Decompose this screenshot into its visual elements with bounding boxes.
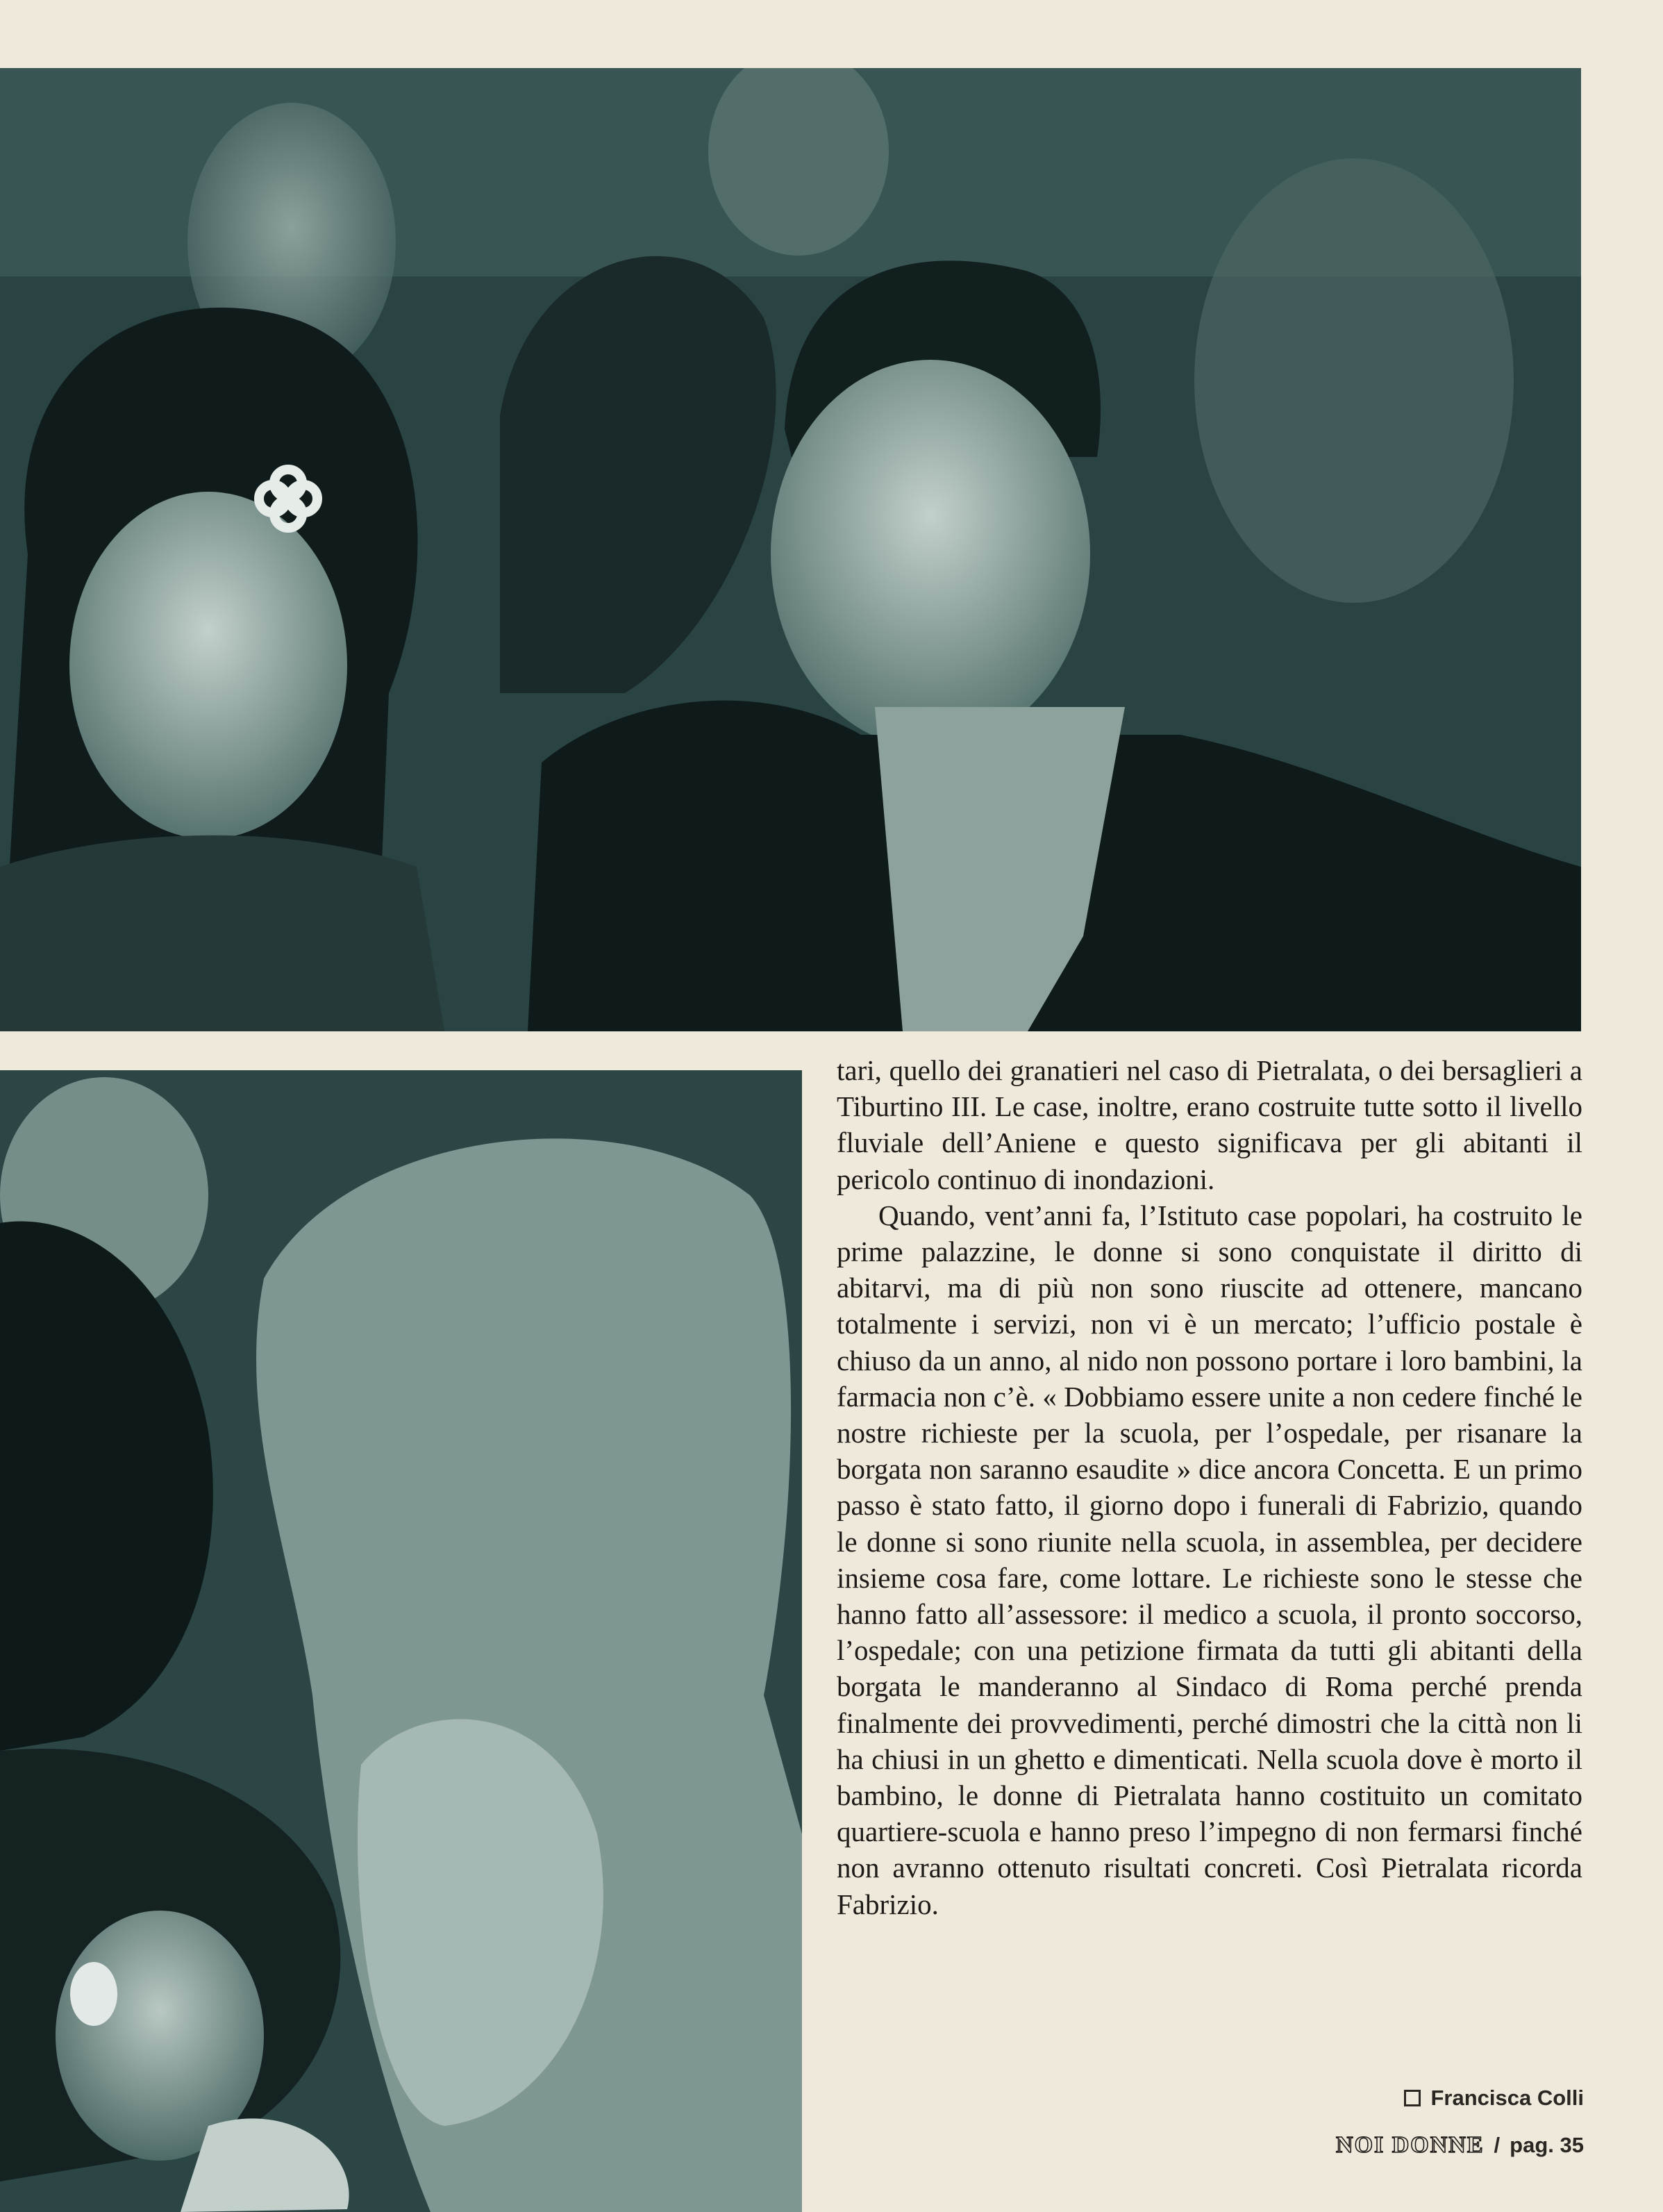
top-photo (0, 68, 1581, 1031)
byline (1404, 2086, 1584, 2111)
magazine-logo: NOI DONNE (1336, 2132, 1485, 2158)
article-paragraph: tari, quello dei granatieri nel caso di Pietralata, o dei bersaglieri a Tiburtino III. Le case, inoltre, erano costruite tutte sotto il livello fluviale dell’Aniene e questo significava per gli abitanti il pericolo continuo di inondazioni. (837, 1054, 1582, 1195)
end-mark-square-icon (1404, 2090, 1421, 2106)
article-paragraph: Quando, vent’anni fa, l’Istituto case popolari, ha costruito le prime palazzine, le donne si sono conquistate il diritto di abitarvi, ma di più non sono riuscite ad ottenere, mancano totalmente i servizi, non vi è un mercato; l’ufficio postale è chiuso da un anno, al nido non possono portare i loro bambini, la farmacia non c’è. « Dobbiamo essere unite a non cedere finché le nostre richieste per la scuola, per l’ospedale, per risanare la borgata non saranno esaudite » dice ancora Concetta. E un primo passo è stato fatto, il giorno dopo i funerali di Fabrizio, quando le donne si sono riunite nella scuola, in assemblea, per decidere insieme cosa fare, come lottare. Le richieste sono le stesse che hanno fatto all’assessore: il medico a scuola, il pronto soccorso, l’ospedale; con una petizione firmata da tutti gli abitanti della borgata le manderanno al Sindaco di Roma perché prenda finalmente dei provvedimenti, perché dimostri che la città non li ha chiusi in un ghetto e dimenticati. Nella scuola dove è morto il bambino, le donne di Pietralata hanno costituito un comitato quartiere-scuola e hanno preso l’impegno di non fermarsi finché non avranno ottenuto risultati concreti. Così Pietralata ricorda Fabrizio. (837, 1199, 1582, 1920)
footer-separator: / (1494, 2133, 1501, 2157)
byline-author: Francisca Colli (1430, 2086, 1584, 2110)
bottom-photo-image (0, 1070, 802, 2212)
top-photo-image (0, 68, 1581, 1031)
page-number: pag. 35 (1510, 2133, 1584, 2157)
page-footer (1336, 2132, 1584, 2159)
bottom-photo (0, 1070, 802, 2212)
article-body (837, 1052, 1582, 1922)
